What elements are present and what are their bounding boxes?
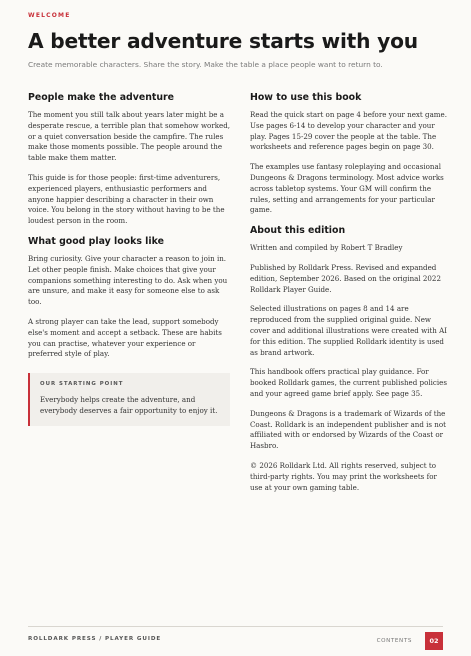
paragraph: The examples use fantasy roleplaying and occasional Dungeons & Dragons terminology. Most advice works across tabletop systems. Your GM will confirm the rules, setting and arrangements for your particular game. <box>250 162 444 215</box>
section-heading-people: People make the adventure <box>28 92 175 103</box>
paragraph: Written and compiled by Robert T Bradley <box>250 243 403 253</box>
section-heading-how-to-use: How to use this book <box>250 92 362 103</box>
section-heading-about-edition: About this edition <box>250 225 346 237</box>
paragraph: © 2026 Rolldark Ltd. All rights reserved, subject to third-party rights. You may print the worksheets for use at your own gaming table. <box>250 460 437 492</box>
footer-divider <box>28 626 443 627</box>
right-column <box>250 92 450 502</box>
section-heading-good-play: What good play looks like <box>28 235 164 247</box>
callout-text: Everybody helps create the adventure, and everybody deserves a fair opportunity to enjoy it. <box>40 395 218 415</box>
contents-link[interactable]: CONTENTS <box>376 638 412 644</box>
eyebrow-label: WELCOME <box>28 12 71 19</box>
paragraph: A strong player can take the lead, support somebody else's moment and accept a setback. These are habits you can practise, whatever your experience or preferred style of play. <box>28 316 222 359</box>
paragraph: This handbook offers practical play guidance. For booked Rolldark games, the current published policies and your agreed game brief apply. See page 35. <box>250 367 447 398</box>
page-number-badge: 02 <box>425 632 443 650</box>
paragraph: Published by Rolldark Press. Revised and expanded edition, September 2026. Based on the original 2022 Rolldark Player Guide. <box>250 262 441 294</box>
page-header <box>28 12 443 70</box>
paragraph: Bring curiosity. Give your character a reason to join in. Let other people finish. Make choices that give your companions something interesting to do. Ask when you are unsure, and make it easy for someone else to ask too. <box>28 253 228 307</box>
page-title: A better adventure starts with you <box>28 29 418 53</box>
page-subtitle: Create memorable characters. Share the story. Make the table a place people want to return to. <box>28 60 383 69</box>
callout-label: OUR STARTING POINT <box>40 381 124 388</box>
paragraph: Read the quick start on page 4 before your next game. Use pages 6-14 to develop your character and your play. Pages 15-29 cover the people at the table. The worksheets and reference pages begin on page 30. <box>250 110 447 152</box>
paragraph: This guide is for those people: first-time adventurers, experienced players, enthusiastic performers and anyone happier describing a character in their own voice. You belong in the story without having to be the loudest person in the room. <box>28 172 225 226</box>
paragraph: Dungeons & Dragons is a trademark of Wizards of the Coast. Rolldark is an independent publisher and is not affiliated with or endorsed by Wizards of the Coast or Hasbro. <box>250 408 446 451</box>
starting-point-callout <box>28 373 230 426</box>
footer-publication: ROLLDARK PRESS / PLAYER GUIDE <box>28 636 162 642</box>
footer-nav <box>377 632 443 650</box>
paragraph: The moment you still talk about years later might be a desperate rescue, a terrible plan that somehow worked, or a quiet conversation beside the campfire. The rules make those moments possible. The people around the table make them matter. <box>28 110 231 163</box>
left-column <box>28 92 230 426</box>
paragraph: Selected illustrations on pages 8 and 14 are reproduced from the supplied original guide. New cover and additional illustrations were created with AI for this edition. The supplied Rolldark identity is used as brand artwork. <box>250 304 448 357</box>
